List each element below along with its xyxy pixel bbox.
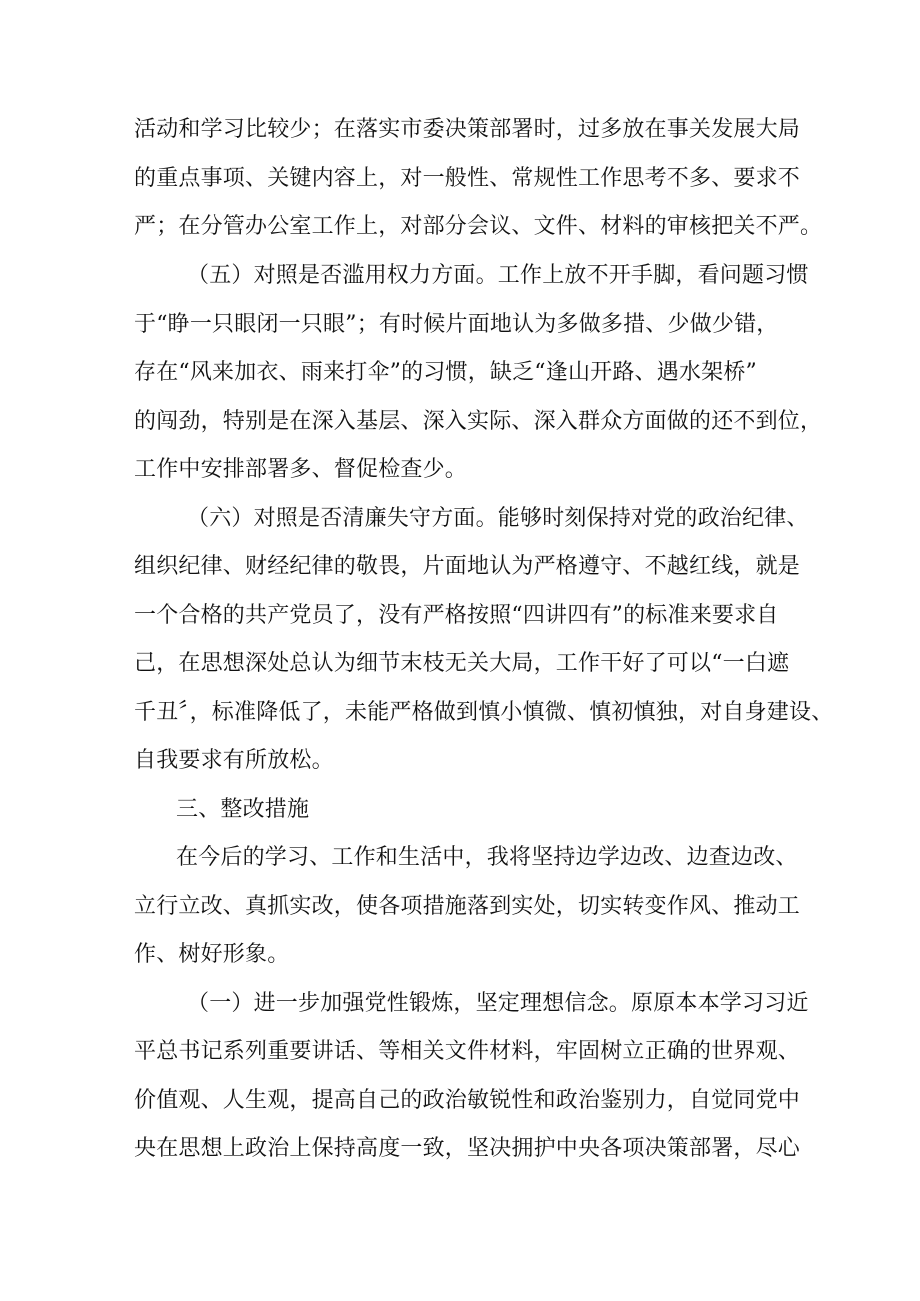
section-title: 三、整改措施: [176, 797, 310, 822]
text-line: 于“睁一只眼闭一只眼”；有时候片面地认为多做多措、少做少错，: [134, 312, 779, 337]
text-line: 的闯劲，特别是在深入基层、深入实际、深入群众方面做的还不到位，: [134, 409, 823, 434]
section-heading-5: （五）对照是否滥用权力方面。工作上放不开手脚，看问题习惯: [187, 263, 809, 288]
text-line: 己，在思想深处总认为细节末枝无关大局，工作干好了可以“一白遮: [134, 651, 790, 676]
section-heading-6: （六）对照是否清廉失守方面。能够时刻保持对党的政治纪律、: [187, 506, 809, 531]
text-line: 的重点事项、关键内容上，对一般性、常规性工作思考不多、要求不: [134, 166, 801, 191]
text-line: 立行立改、真抓实改，使各项措施落到实处，切实转变作风、推动工: [134, 894, 801, 919]
section-heading-1: （一）进一步加强党性锻炼，坚定理想信念。原原本本学习习近: [187, 991, 809, 1016]
text-line: 价值观、人生观，提高自己的政治敏锐性和政治鉴别力，自觉同党中: [134, 1088, 801, 1113]
text-line: 一个合格的共产党员了，没有严格按照“四讲四有”的标准来要求自: [134, 603, 779, 628]
text-line: 组织纪律、财经纪律的敬畏，片面地认为严格遵守、不越红线，就是: [134, 554, 801, 579]
text-line: 作、树好形象。: [134, 942, 290, 967]
text-line: 自我要求有所放松。: [134, 748, 334, 773]
text-line: 央在思想上政治上保持高度一致，坚决拥护中央各项决策部署，尽心: [134, 1136, 801, 1161]
text-line: 严；在分管办公室工作上，对部分会议、文件、材料的审核把关不严。: [134, 214, 823, 239]
text-line: 存在“风来加衣、雨来打伞”的习惯，缺乏“逢山开路、遇水架桥”: [134, 360, 757, 385]
text-line: 工作中安排部署多、督促检查少。: [134, 457, 468, 482]
text-line: 平总书记系列重要讲话、等相关文件材料，牢固树立正确的世界观、: [134, 1039, 801, 1064]
text-line: 在今后的学习、工作和生活中，我将坚持边学边改、边查边改、: [176, 845, 798, 870]
text-line: 活动和学习比较少；在落实市委决策部署时，过多放在事关发展大局: [134, 117, 801, 142]
text-line: 千丑〞，标准降低了，未能严格做到慎小慎微、慎初慎独，对自身建设、: [134, 700, 834, 725]
